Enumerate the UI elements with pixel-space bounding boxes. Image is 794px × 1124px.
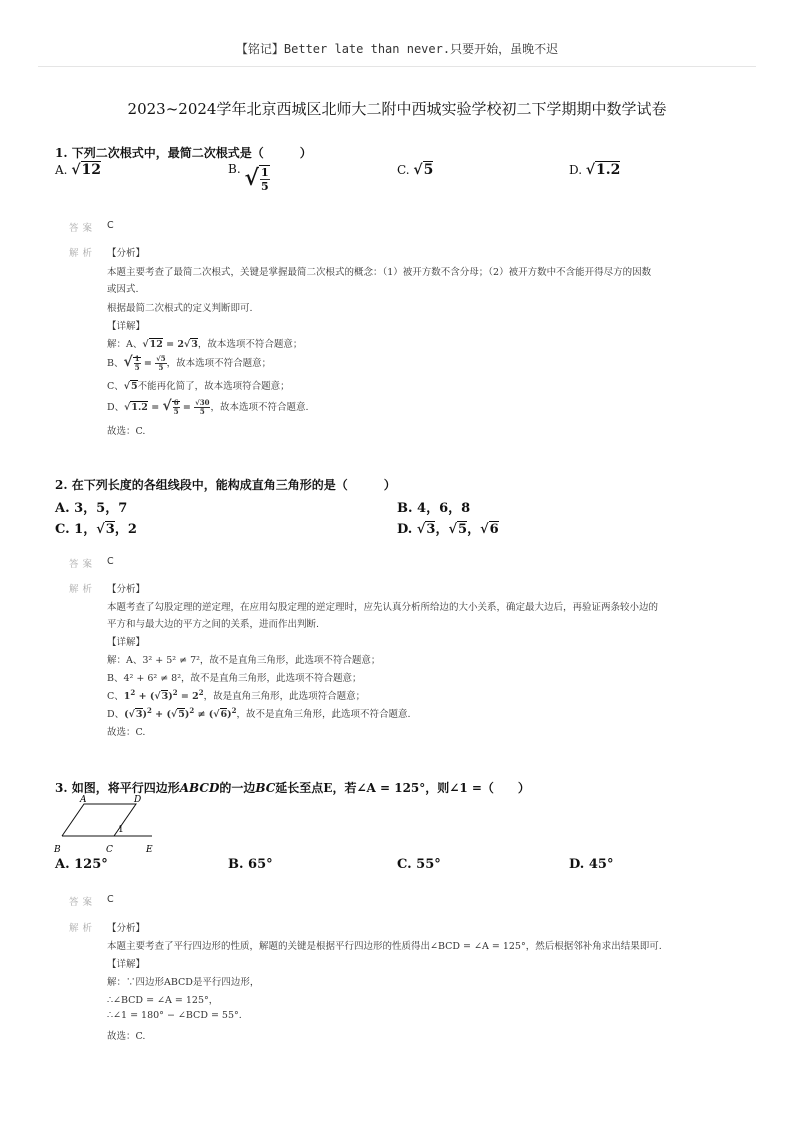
q3-analysis-line: 本题主要考查了平行四边形的性质，解题的关键是根据平行四边形的性质得出∠BCD = ∠A = 125°，然后根据邻补角求出结果即可. bbox=[107, 941, 662, 952]
q1-analysis-line: 或因式. bbox=[107, 284, 139, 295]
fig-label-c: C bbox=[106, 845, 113, 855]
q3-option-b: B. 65° bbox=[228, 857, 273, 872]
q2-detail-c: C、$1^2 + (√3)^2 = 2^2$，故是直角三角形，此选项符合题意； bbox=[107, 688, 366, 702]
q3-option-c: C. 55° bbox=[397, 857, 441, 872]
q2-option-a: A. 3，5，7 bbox=[55, 501, 128, 516]
q2-analysis-line: 平方和与最大边的平方之间的关系，进而作出判断. bbox=[107, 619, 320, 630]
q3-answer-label: 答案 bbox=[69, 897, 97, 908]
q3-analysis-line: 解：∵四边形ABCD是平行四边形， bbox=[107, 977, 260, 988]
q1-stem: 1. 下列二次根式中，最简二次根式是（ ） bbox=[55, 146, 312, 160]
q1-option-b: B. √ $\frac{1}{5}$ bbox=[228, 162, 269, 193]
q1-analysis-line: 【分析】 bbox=[107, 248, 146, 259]
q2-stem: 2. 在下列长度的各组线段中，能构成直角三角形的是（ ） bbox=[55, 478, 396, 492]
q1-analysis-label: 解析 bbox=[69, 248, 97, 259]
q2-analysis-line: B、4² + 6² ≠ 8²，故不是直角三角形，此选项不符合题意； bbox=[107, 673, 362, 684]
q1-option-a: A. √12 bbox=[55, 162, 101, 178]
q1-detail-a: 解：A、√12 = 2√3，故本选项不符合题意； bbox=[107, 339, 303, 350]
q3-analysis-line: 【分析】 bbox=[107, 923, 146, 934]
q2-analysis-line: 故选：C. bbox=[107, 727, 146, 738]
fig-label-d: D bbox=[134, 795, 142, 805]
q3-option-a: A. 125° bbox=[55, 857, 108, 872]
q2-answer-label: 答案 bbox=[69, 559, 97, 570]
q1-option-c: C. √5 bbox=[397, 162, 434, 178]
q1-answer-value: C bbox=[107, 220, 114, 231]
fig-label-a: A bbox=[80, 795, 87, 805]
q1-option-d: D. √1.2 bbox=[569, 162, 621, 178]
q2-analysis-label: 解析 bbox=[69, 584, 97, 595]
q3-analysis-line: ∴∠1 = 180° − ∠BCD = 55°. bbox=[107, 1010, 242, 1021]
q3-answer-value: C bbox=[107, 894, 114, 905]
q1-detail-b: B、√ $\frac{1}{5}$ = $\frac{√5}{5}$ ，故本选项不符合题意； bbox=[107, 354, 272, 372]
header-divider bbox=[38, 66, 756, 67]
fig-label-e: E bbox=[146, 845, 153, 855]
q2-answer-value: C bbox=[107, 556, 114, 567]
q3-analysis-line: 【详解】 bbox=[107, 959, 146, 970]
q2-analysis-line: 【详解】 bbox=[107, 637, 146, 648]
parallelogram-figure bbox=[50, 792, 160, 856]
q2-detail-d: D、$(√3)^2 + (√5)^2 \ne (√6)^2$，故不是直角三角形，此选项不符合题意. bbox=[107, 706, 411, 720]
q1-answer-label: 答案 bbox=[69, 223, 97, 234]
q1-detail-d: D、√1.2 = √ $\frac{6}{5}$ = $\frac{√30}{5}$ ，故本选项不符合题意. bbox=[107, 398, 309, 416]
q1-analysis-line: 【详解】 bbox=[107, 321, 146, 332]
q1-analysis-line: 本题主要考查了最简二次根式，关键是掌握最简二次根式的概念：（1）被开方数不含分母；（2）被开方数中不含能开得尽方的因数 bbox=[107, 267, 652, 278]
q3-stem: 3. 如图，将平行四边形ABCD的一边BC延长至点E，若∠A = 125°，则∠1 =（ ） bbox=[55, 781, 530, 795]
q2-option-b: B. 4，6，8 bbox=[397, 501, 471, 516]
q2-option-d: D. √3，√5，√6 bbox=[397, 522, 499, 537]
document-title: 2023~2024学年北京西城区北师大二附中西城实验学校初二下学期期中数学试卷 bbox=[127, 100, 667, 118]
q2-option-c: C. 1，√3，2 bbox=[55, 522, 137, 537]
q1-detail-c: C、√5不能再化简了，故本选项符合题意； bbox=[107, 381, 290, 392]
q1-analysis-line: 故选：C. bbox=[107, 426, 146, 437]
q1-analysis-line: 根据最简二次根式的定义判断即可. bbox=[107, 303, 253, 314]
q2-analysis-line: 【分析】 bbox=[107, 584, 146, 595]
fig-label-b: B bbox=[54, 845, 61, 855]
fig-label-angle1: 1 bbox=[118, 825, 124, 835]
q2-analysis-line: 解：A、3² + 5² ≠ 7²，故不是直角三角形，此选项不符合题意； bbox=[107, 655, 381, 666]
q2-analysis-line: 本题考查了勾股定理的逆定理，在应用勾股定理的逆定理时，应先认真分析所给边的大小关系，确定最大边后，再验证两条较小边的 bbox=[107, 602, 659, 613]
q3-analysis-line: 故选：C. bbox=[107, 1031, 146, 1042]
page-header-motto: 【铭记】Better late than never.只要开始，虽晚不迟 bbox=[235, 42, 559, 56]
q3-option-d: D. 45° bbox=[569, 857, 614, 872]
q3-analysis-label: 解析 bbox=[69, 923, 97, 934]
q3-analysis-line: ∴∠BCD = ∠A = 125°， bbox=[107, 995, 219, 1006]
